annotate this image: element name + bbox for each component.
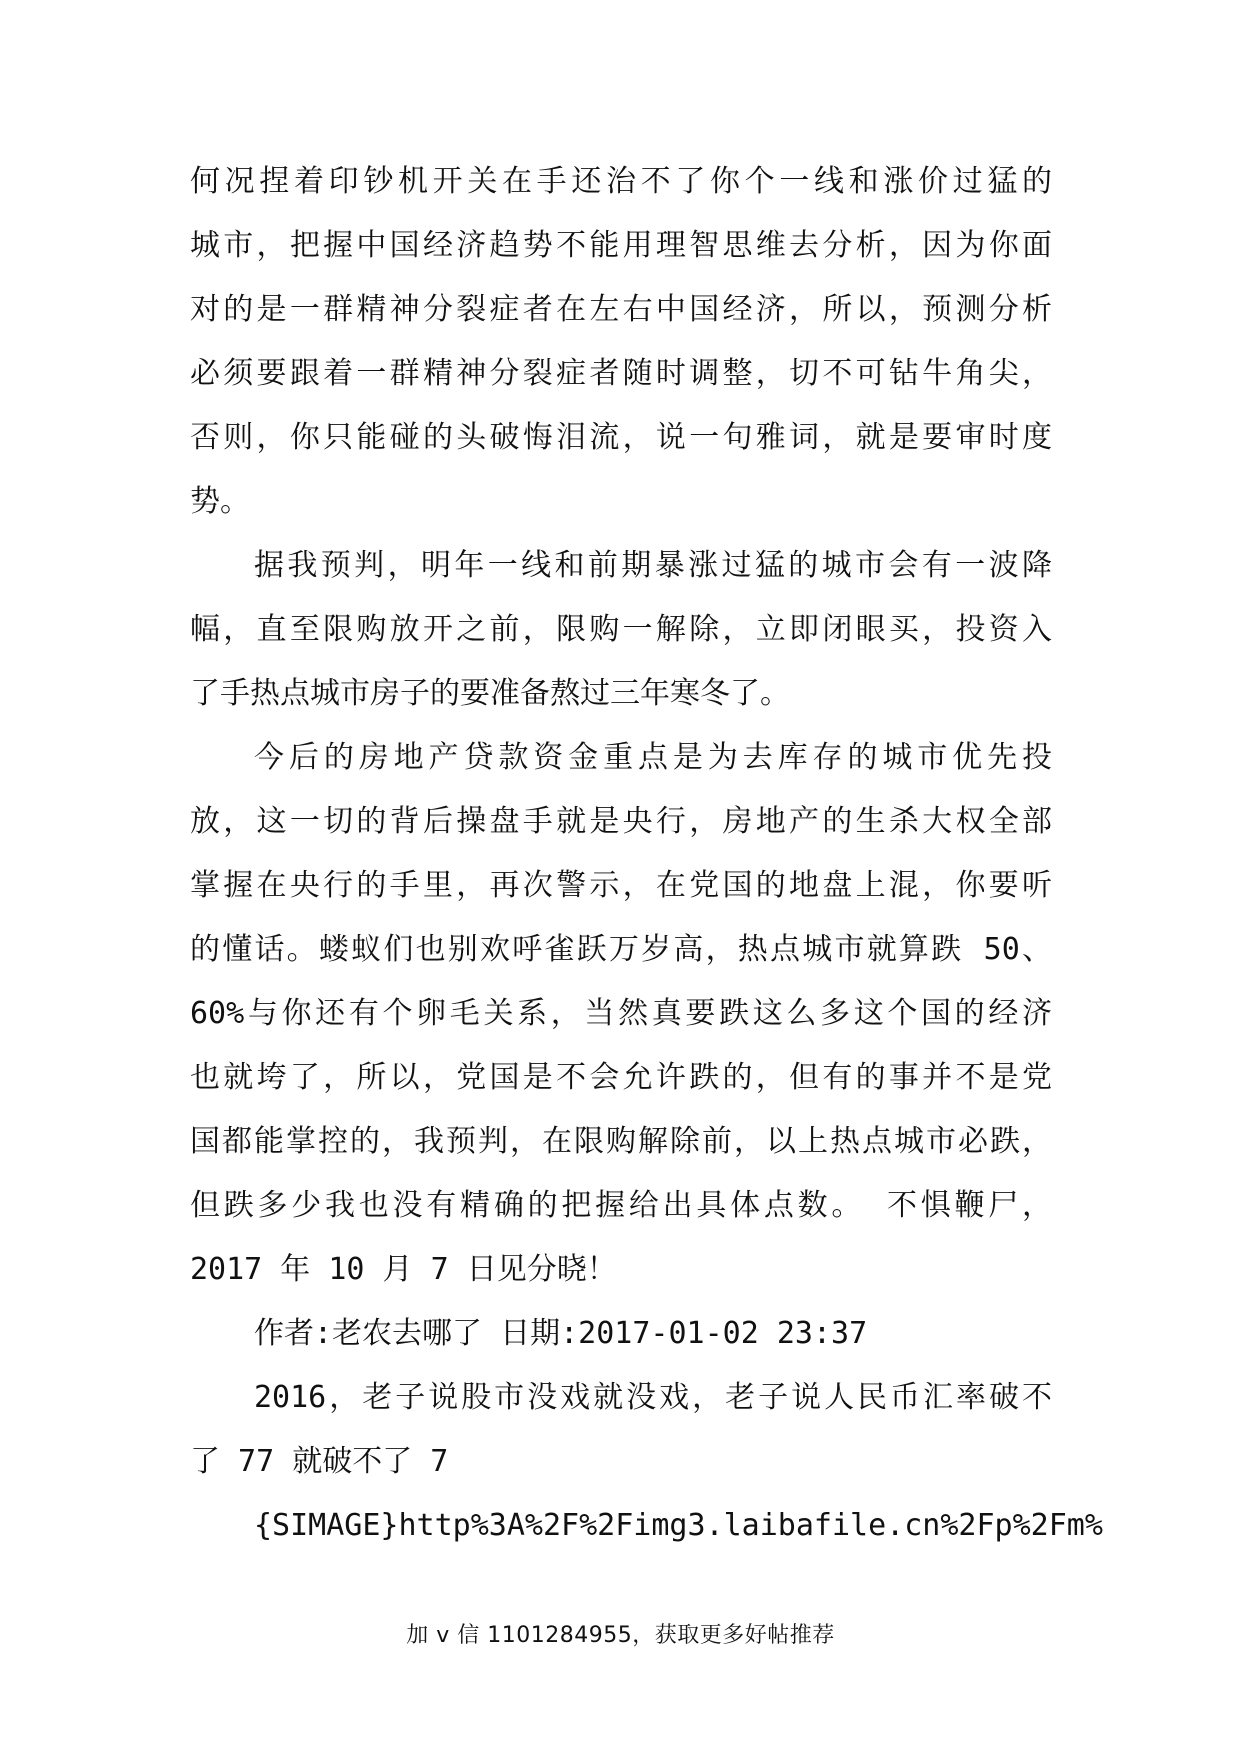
text-line: 的懂话。蝼蚁们也别欢呼雀跃万岁高，热点城市就算跌 50、 <box>190 932 1052 967</box>
text-line: 2017 年 10 月 7 日见分晓！ <box>190 1252 617 1287</box>
text-line: 城市，把握中国经济趋势不能用理智思维去分析，因为你面 <box>190 228 1052 263</box>
text-line: 了手热点城市房子的要准备熬过三年寒冬了。 <box>190 676 790 711</box>
text-line: 否则，你只能碰的头破悔泪流，说一句雅词，就是要审时度 <box>190 420 1052 455</box>
text-line: 何况捏着印钞机开关在手还治不了你个一线和涨价过猛的 <box>190 164 1052 199</box>
text-line: 掌握在央行的手里，再次警示，在党国的地盘上混，你要听 <box>190 868 1052 903</box>
text-line: 作者:老农去哪了 日期:2017-01-02 23:37 <box>254 1316 868 1351</box>
text-line: 放，这一切的背后操盘手就是央行，房地产的生杀大权全部 <box>190 804 1052 839</box>
text-line: {SIMAGE}http%3A%2F%2Fimg3.laibafile.cn%2Fp%2Fm% <box>254 1508 1103 1543</box>
page-footer: 加 v 信 1101284955，获取更多好帖推荐 <box>406 1623 835 1648</box>
text-line: 幅，直至限购放开之前，限购一解除，立即闭眼买，投资入 <box>190 612 1052 647</box>
text-line: 国都能掌控的，我预判，在限购解除前，以上热点城市必跌， <box>190 1124 1052 1159</box>
document-body <box>190 150 1103 1558</box>
text-line: 60%与你还有个卵毛关系，当然真要跌这么多这个国的经济 <box>190 996 1052 1031</box>
text-line: 了 77 就破不了 7 <box>190 1444 449 1479</box>
text-line: 2016，老子说股市没戏就没戏，老子说人民币汇率破不 <box>254 1380 1052 1415</box>
text-line: 今后的房地产贷款资金重点是为去库存的城市优先投 <box>254 740 1052 775</box>
text-line: 势。 <box>190 484 250 519</box>
text-line: 必须要跟着一群精神分裂症者随时调整，切不可钻牛角尖， <box>190 356 1052 391</box>
text-line: 但跌多少我也没有精确的把握给出具体点数。 不惧鞭尸， <box>190 1188 1052 1223</box>
text-line: 也就垮了，所以，党国是不会允许跌的，但有的事并不是党 <box>190 1060 1052 1095</box>
text-line: 据我预判，明年一线和前期暴涨过猛的城市会有一波降 <box>254 548 1052 583</box>
text-line: 对的是一群精神分裂症者在左右中国经济，所以，预测分析 <box>190 292 1052 327</box>
